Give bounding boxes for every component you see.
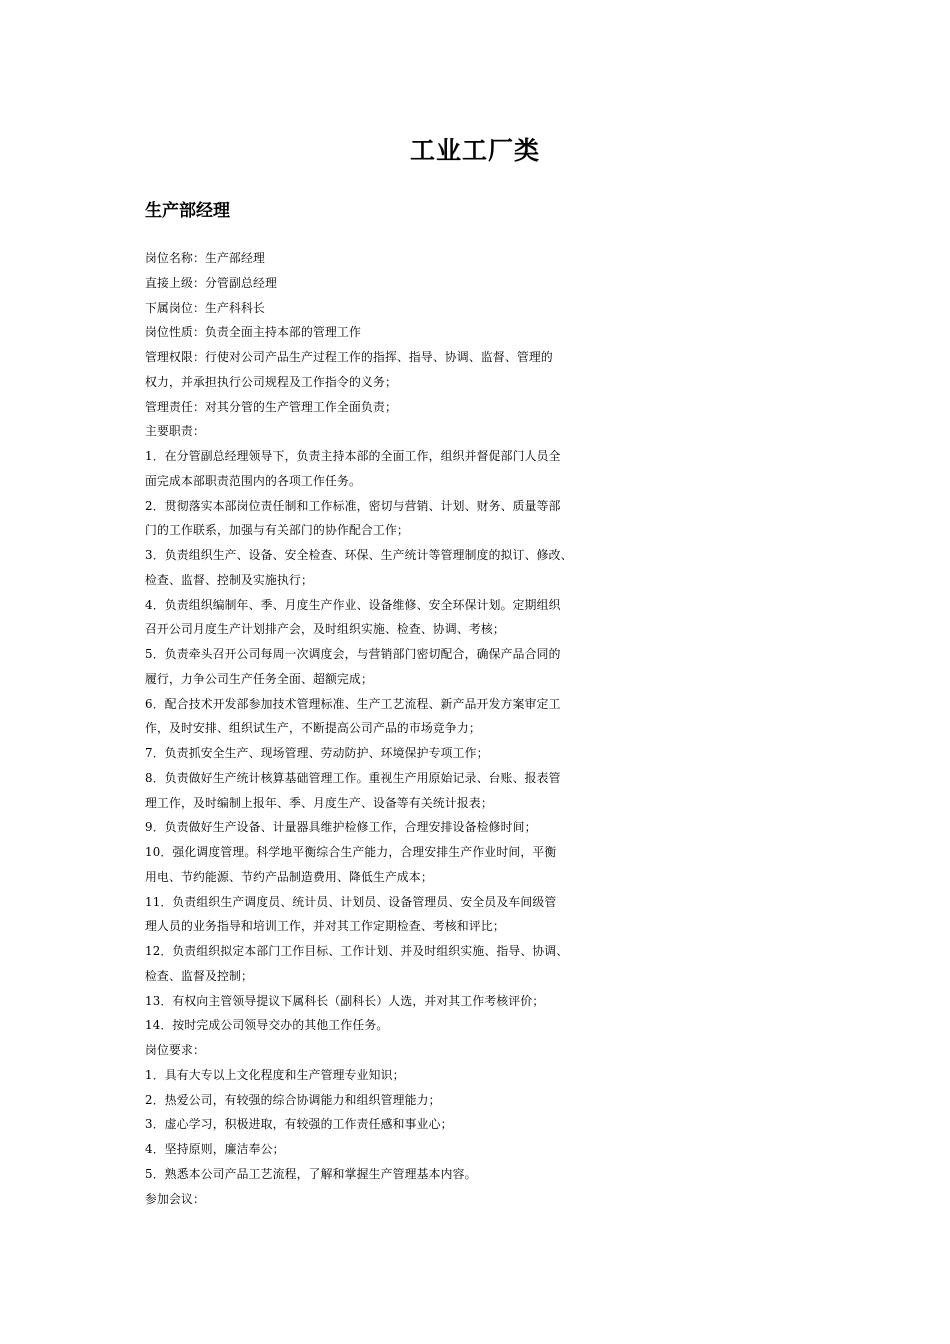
section-heading: 生产部经理 (145, 201, 230, 221)
body-line: 作，及时安排、组织试生产，不断提高公司产品的市场竞争力； (145, 721, 481, 736)
body-line: 14．按时完成公司领导交办的其他工作任务。 (145, 1018, 389, 1033)
body-line: 5．负责牵头召开公司每周一次调度会，与营销部门密切配合，确保产品合同的 (145, 647, 561, 661)
body-line: 岗位性质：负责全面主持本部的管理工作 (145, 325, 361, 340)
body-line: 7．负责抓安全生产、现场管理、劳动防护、环境保护专项工作； (145, 746, 489, 760)
body-line: 岗位名称：生产部经理 (145, 251, 265, 265)
body-line: 4．坚持原则，廉洁奉公； (145, 1142, 285, 1156)
body-line: 5．熟悉本公司产品工艺流程，了解和掌握生产管理基本内容。 (145, 1166, 477, 1181)
body-line: 直接上级：分管副总经理 (145, 275, 277, 290)
body-line: 8．负责做好生产统计核算基础管理工作。重视生产用原始记录、台账、报表管 (145, 770, 561, 785)
body-line: 2．贯彻落实本部岗位责任制和工作标准，密切与营销、计划、财务、质量等部 (145, 498, 561, 513)
body-line: 3．负责组织生产、设备、安全检查、环保、生产统计等管理制度的拟订、修改、 (145, 548, 573, 562)
body-line: 主要职责： (145, 424, 205, 439)
body-line: 用电、节约能源、节约产品制造费用、降低生产成本； (145, 869, 433, 884)
body-line: 管理责任：对其分管的生产管理工作全面负责； (145, 399, 397, 414)
body-line: 门的工作联系，加强与有关部门的协作配合工作； (145, 523, 409, 538)
body-line: 召开公司月度生产计划排产会，及时组织实施、检查、协调、考核； (145, 622, 505, 637)
body-line: 1．在分管副总经理领导下，负责主持本部的全面工作，组织并督促部门人员全 (145, 449, 561, 463)
body-line: 面完成本部职责范围内的各项工作任务。 (145, 473, 361, 488)
document-title: 工业工厂类 (409, 136, 540, 165)
body-line: 理人员的业务指导和培训工作，并对其工作定期检查、考核和评比； (145, 919, 505, 934)
body-line: 11．负责组织生产调度员、统计员、计划员、设备管理员、安全员及车间级管 (145, 894, 557, 909)
body-line: 参加会议： (145, 1191, 205, 1206)
body-line: 履行，力争公司生产任务全面、超额完成； (145, 671, 373, 686)
body-line: 13．有权向主管领导提议下属科长（副科长）人选，并对其工作考核评价； (145, 993, 545, 1008)
body-line: 理工作，及时编制上报年、季、月度生产、设备等有关统计报表； (145, 795, 493, 810)
body-line: 4．负责组织编制年、季、月度生产作业、设备维修、安全环保计划。定期组织 (145, 597, 561, 612)
body-line: 9．负责做好生产设备、计量器具维护检修工作，合理安排设备检修时间； (145, 820, 537, 835)
body-line: 2．热爱公司，有较强的综合协调能力和组织管理能力； (145, 1092, 441, 1107)
body-line: 12．负责组织拟定本部门工作目标、工作计划、并及时组织实施、指导、协调、 (145, 944, 569, 958)
body-line: 10．强化调度管理。科学地平衡综合生产能力，合理安排生产作业时间，平衡 (145, 845, 557, 859)
body-line: 岗位要求： (145, 1043, 205, 1057)
body-line: 检查、监督及控制； (145, 968, 253, 983)
body-line: 1．具有大专以上文化程度和生产管理专业知识； (145, 1067, 405, 1082)
body-line: 管理权限：行使对公司产品生产过程工作的指挥、指导、协调、监督、管理的 (145, 350, 553, 364)
body-line: 下属岗位：生产科科长 (145, 300, 265, 315)
body-line: 权力，并承担执行公司规程及工作指令的义务； (145, 374, 397, 389)
body-line: 检查、监督、控制及实施执行； (145, 572, 313, 587)
body-line: 6．配合技术开发部参加技术管理标准、生产工艺流程、新产品开发方案审定工 (145, 696, 561, 711)
document-body (145, 246, 825, 1211)
body-line: 3．虚心学习，积极进取，有较强的工作责任感和事业心； (145, 1117, 453, 1132)
